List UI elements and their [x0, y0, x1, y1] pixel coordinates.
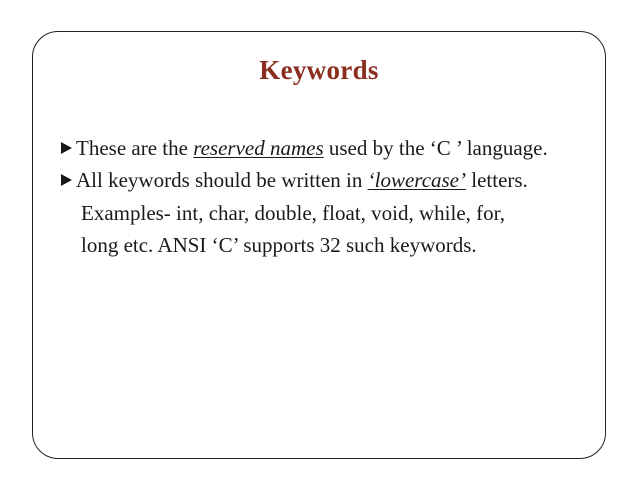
arrow-bullet-icon — [61, 174, 72, 186]
bullet-text-before: These are the — [76, 136, 194, 160]
examples-line-1: Examples- int, char, double, float, void, while, for, — [81, 201, 506, 225]
arrow-bullet-icon — [61, 142, 72, 154]
bullet-item-reserved-names — [61, 132, 585, 164]
bullet-text-before: All keywords should be written in — [76, 168, 368, 192]
bullet-emphasis: reserved names — [193, 136, 324, 160]
bullet-text-after: used by the ‘C ’ language. — [323, 136, 548, 160]
examples-line-2: long etc. ANSI ‘C’ supports 32 such keywords. — [81, 233, 477, 257]
bullet-item-lowercase — [61, 164, 585, 196]
examples-paragraph — [61, 197, 585, 261]
slide-title: Keywords — [259, 55, 379, 85]
bullet-text-after: letters. — [466, 168, 528, 192]
bullet-emphasis: ‘lowercase’ — [367, 168, 466, 192]
slide-body — [61, 132, 585, 261]
